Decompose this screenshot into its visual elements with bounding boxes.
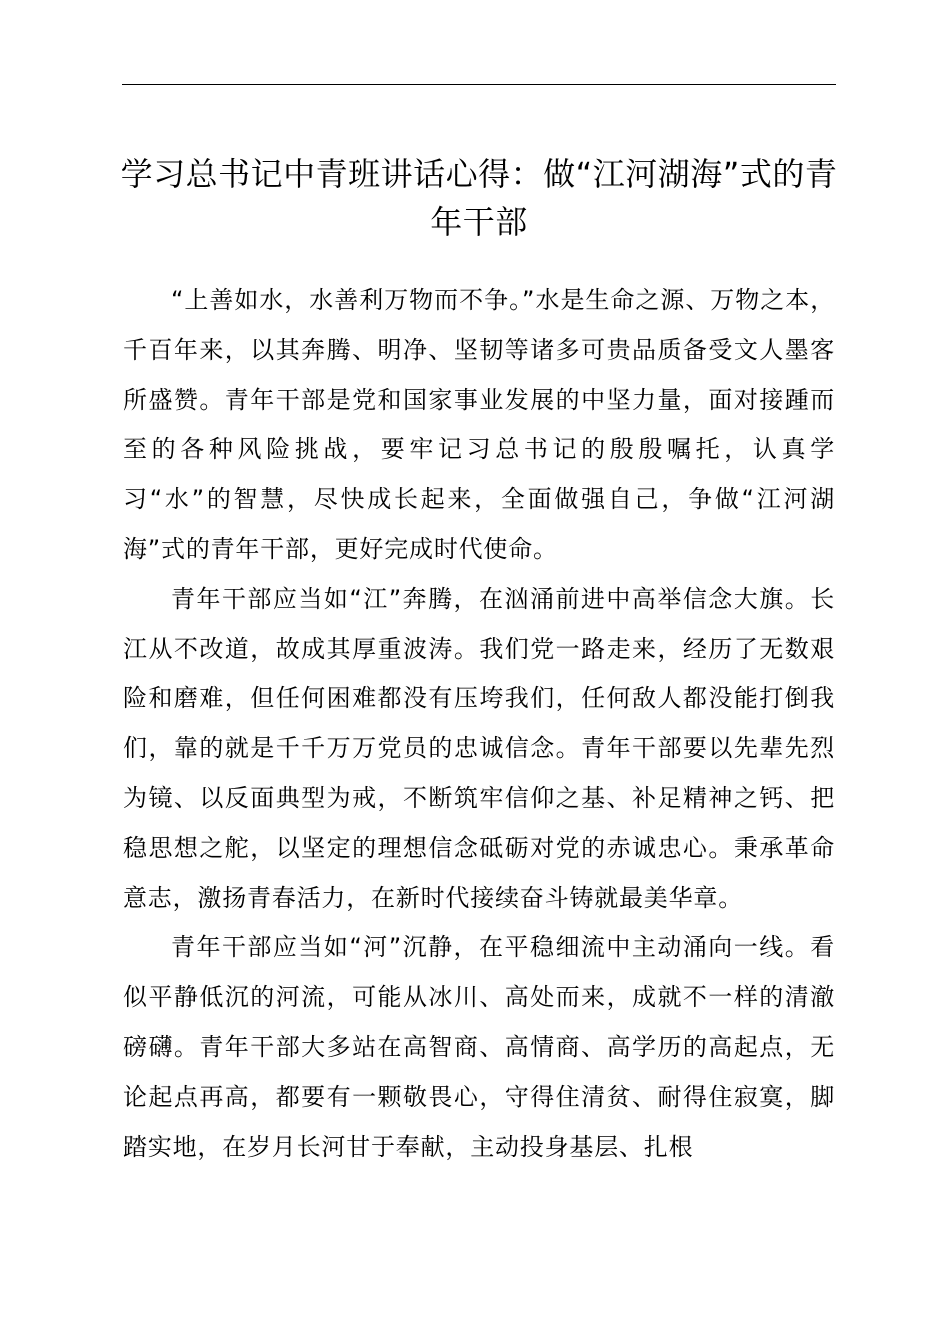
document-title: 学习总书记中青班讲话心得：做“江河湖海”式的青年干部 <box>120 155 838 241</box>
paragraph-intro: “上善如水，水善利万物而不争。”水是生命之源、万物之本，千百年来，以其奔腾、明净、坚韧等诸多可贵品质备受文人墨客所盛赞。青年干部是党和国家事业发展的中坚力量，面对接踵而至的各种风险挑战，要牢记习总书记的殷殷嘱托，认真学习“水”的智慧，尽快成长起来，全面做强自己，争做“江河湖海”式的青年干部，更好完成时代使命。 <box>123 286 835 563</box>
header-rule <box>122 84 836 85</box>
paragraph-river-jiang: 青年干部应当如“江”奔腾，在汹涌前进中高举信念大旗。长江从不改道，故成其厚重波涛。我们党一路走来，经历了无数艰险和磨难，但任何困难都没有压垮我们，任何敌人都没能打倒我们，靠的就是千千万万党员的忠诚信念。青年干部要以先辈先烈为镜、以反面典型为戒，不断筑牢信仰之基、补足精神之钙、把稳思想之舵，以坚定的理想信念砥砺对党的赤诚忠心。秉承革命意志，激扬青春活力，在新时代接续奋斗铸就最美华章。 <box>123 584 835 912</box>
document-body <box>123 276 835 1172</box>
paragraph-river-he: 青年干部应当如“河”沉静，在平稳细流中主动涌向一线。看似平静低沉的河流，可能从冰川、高处而来，成就不一样的清澈磅礴。青年干部大多站在高智商、高情商、高学历的高起点，无论起点再高，都要有一颗敬畏心，守得住清贫、耐得住寂寞，脚踏实地，在岁月长河甘于奉献，主动投身基层、扎根 <box>123 933 835 1161</box>
